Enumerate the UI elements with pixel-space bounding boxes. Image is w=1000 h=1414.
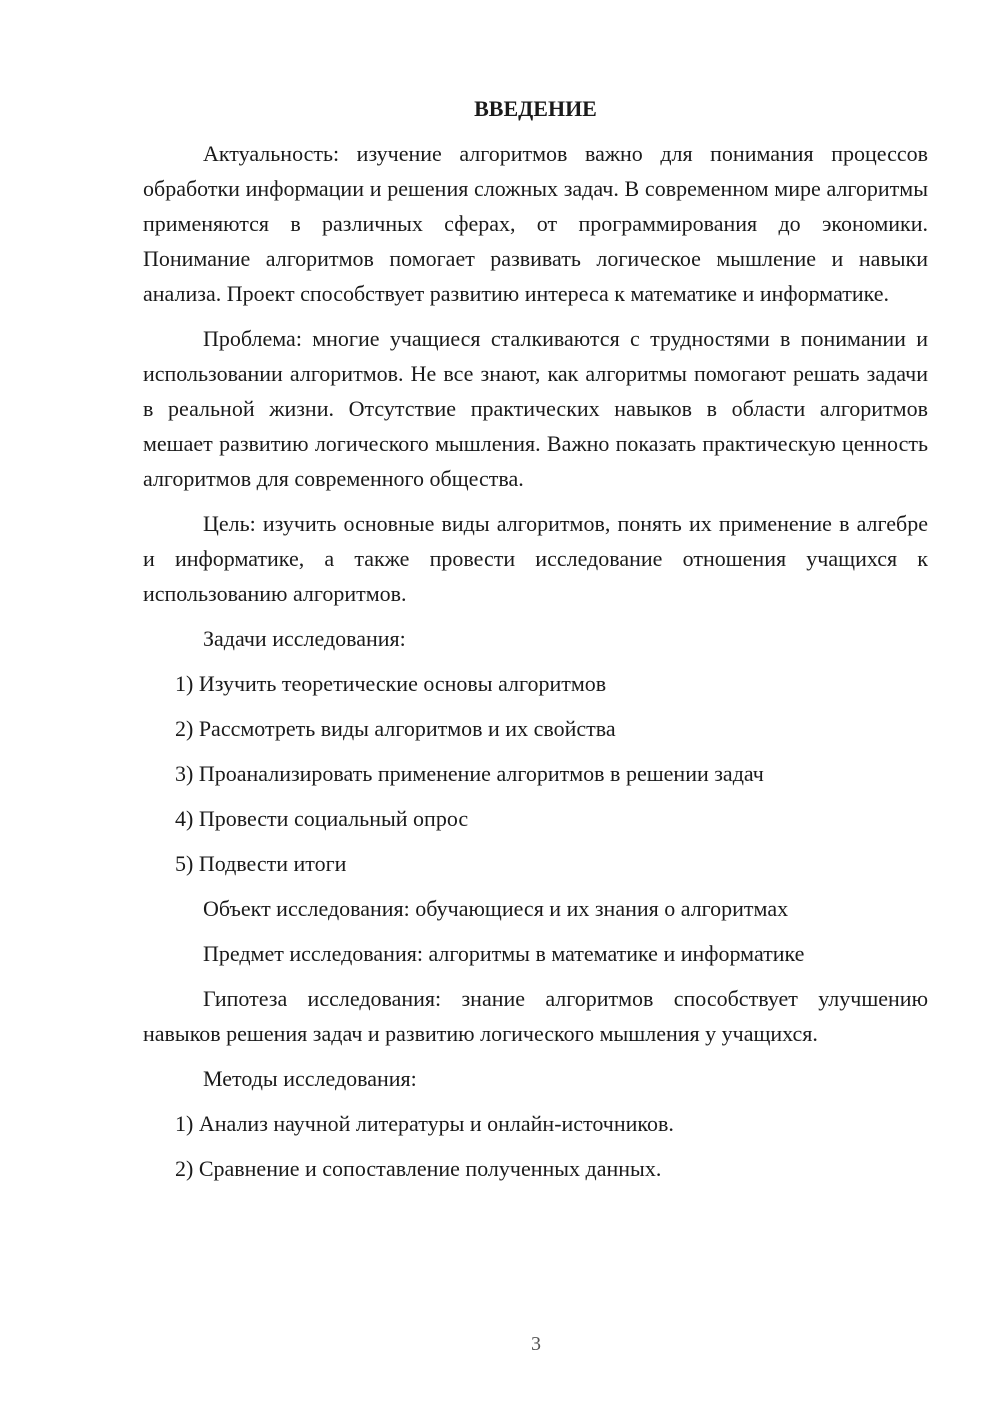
goal-paragraph: Цель: изучить основные виды алгоритмов, понять их применение в алгебре и информатике, а также провести исследование отношения учащихся к использованию алгоритмов. — [143, 511, 928, 606]
page-number: 3 — [531, 1333, 541, 1355]
tasks-heading: Задачи исследования: — [203, 626, 406, 651]
task-item: 3) Проанализировать применение алгоритмов в решении задач — [175, 761, 764, 786]
methods-heading: Методы исследования: — [203, 1066, 417, 1091]
document-page — [143, 92, 928, 1196]
research-object: Объект исследования: обучающиеся и их знания о алгоритмах — [203, 896, 789, 921]
task-item: 5) Подвести итоги — [175, 851, 347, 876]
actuality-paragraph: Актуальность: изучение алгоритмов важно для понимания процессов обработки информации и решения сложных задач. В современном мире алгоритмы применяются в различных сферах, от программирования до экономики. Понимание алгоритмов помогает развивать логическое мышление и навыки анализа. Проект способствует развитию интереса к математике и информатике. — [143, 141, 928, 306]
problem-paragraph: Проблема: многие учащиеся сталкиваются с трудностями в понимании и использовании алгоритмов. Не все знают, как алгоритмы помогают решать задачи в реальной жизни. Отсутствие практических навыков в области алгоритмов мешает развитию логического мышления. Важно показать практическую ценность алгоритмов для современного общества. — [143, 326, 928, 491]
method-item: 1) Анализ научной литературы и онлайн-источников. — [175, 1111, 674, 1136]
hypothesis-paragraph: Гипотеза исследования: знание алгоритмов способствует улучшению навыков решения задач и развитию логического мышления у учащихся. — [143, 986, 928, 1046]
task-item: 2) Рассмотреть виды алгоритмов и их свойства — [175, 716, 616, 741]
method-item: 2) Сравнение и сопоставление полученных данных. — [175, 1156, 662, 1181]
research-subject: Предмет исследования: алгоритмы в математике и информатике — [203, 941, 805, 966]
task-item: 4) Провести социальный опрос — [175, 806, 469, 831]
document-title: ВВЕДЕНИЕ — [474, 96, 597, 121]
task-item: 1) Изучить теоретические основы алгоритмов — [175, 671, 607, 696]
